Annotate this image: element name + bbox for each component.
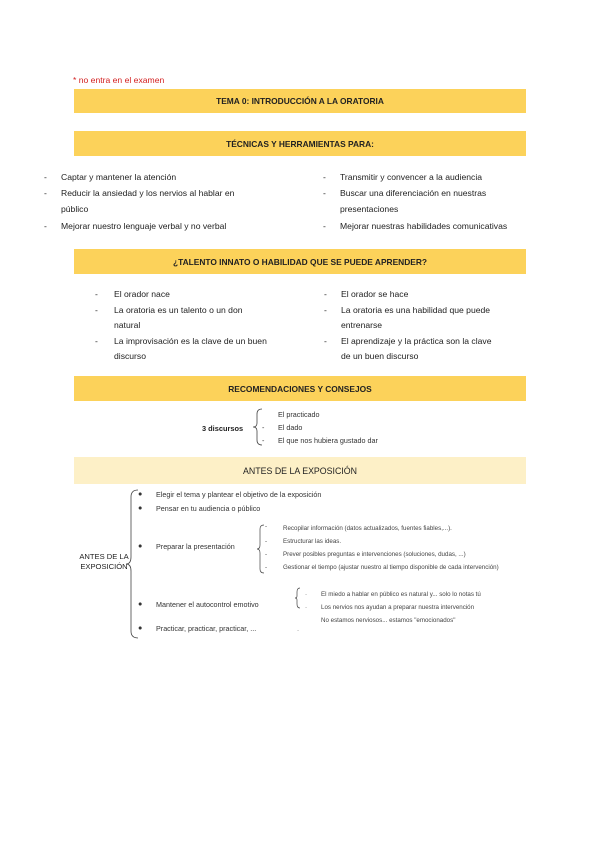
bullet-dot: · (297, 627, 300, 634)
list-item: Estructurar las ideas. (283, 538, 342, 545)
list-item: Prever posibles preguntas e intervenciones (soluciones, dudas, ...) (283, 551, 466, 558)
list-item: Mejorar nuestro lenguaje verbal y no verbal (61, 221, 227, 231)
list-dash: - (44, 188, 47, 198)
list-item: Los nervios nos ayudan a preparar nuestra intervención (321, 604, 475, 611)
list-dash: - (265, 564, 268, 571)
list-item: Recopilar información (datos actualizados, fuentes fiables,...). (283, 525, 452, 532)
list-dash: - (323, 172, 326, 182)
list-item: El que nos hubiera gustado dar (278, 436, 378, 445)
list-dash: - (262, 423, 265, 432)
discursos-label: 3 discursos (202, 424, 244, 433)
list-item: El practicado (278, 410, 320, 419)
page-title: TEMA 0: INTRODUCCIÓN A LA ORATORIA (74, 89, 526, 113)
list-item: El orador se hace (341, 289, 409, 299)
preparar-list (265, 523, 525, 579)
list-item: La oratoria es una habilidad que puede (341, 305, 491, 315)
list-dash: - (95, 305, 98, 315)
bullet-dot: ● (138, 489, 143, 498)
list-item: Mejorar nuestras habilidades comunicativas (340, 221, 508, 231)
list-item: Buscar una diferenciación en nuestras (340, 188, 487, 198)
exam-note: * no entra en el examen (73, 75, 165, 85)
list-item-continuation: de un buen discurso (341, 351, 419, 361)
list-item: El miedo a hablar en público es natural y... solo lo notas tú (321, 591, 481, 598)
list-dash: - (265, 523, 268, 530)
bullet-dot: ● (138, 503, 143, 512)
list-dash: - (324, 289, 327, 299)
section-heading-recomendaciones: RECOMENDACIONES Y CONSEJOS (74, 376, 526, 401)
list-item-continuation: público (61, 204, 89, 214)
talento-left-list (95, 287, 305, 367)
section-heading-talento: ¿TALENTO INNATO O HABILIDAD QUE SE PUEDE APRENDER? (74, 249, 526, 274)
list-item: Transmitir y convencer a la audiencia (340, 172, 483, 182)
list-dash: - (324, 305, 327, 315)
list-dash: - (323, 188, 326, 198)
tecnicas-left-list (44, 170, 284, 240)
list-item: Practicar, practicar, practicar, ... (156, 624, 257, 633)
section-heading-antes: ANTES DE LA EXPOSICIÓN (74, 457, 526, 484)
list-dash: - (262, 436, 265, 445)
list-dash: - (265, 551, 268, 558)
tecnicas-right-list (323, 170, 563, 240)
list-item: El aprendizaje y la práctica son la clave (341, 336, 492, 346)
list-item: La oratoria es un talento o un don (114, 305, 243, 315)
list-item-continuation: entrenarse (341, 320, 383, 330)
list-dash: - (324, 336, 327, 346)
list-item: El orador nace (114, 289, 170, 299)
list-item-continuation: discurso (114, 351, 146, 361)
bullet-dot: · (305, 604, 308, 611)
list-item: Mantener el autocontrol emotivo (156, 600, 259, 609)
bullet-dot: ● (138, 541, 143, 550)
section-heading-tecnicas: TÉCNICAS Y HERRAMIENTAS PARA: (74, 131, 526, 156)
autocontrol-brace (294, 587, 302, 609)
discursos-list (262, 409, 462, 449)
antes-label-line2: EXPOSICIÓN (80, 562, 128, 571)
list-item-continuation: presentaciones (340, 204, 399, 214)
bullet-dot: · (305, 591, 308, 598)
list-dash: - (95, 336, 98, 346)
list-dash: - (44, 172, 47, 182)
list-item: Reducir la ansiedad y los nervios al hablar en (61, 188, 235, 198)
antes-label-line1: ANTES DE LA (79, 552, 129, 561)
bullet-dot: ● (138, 623, 143, 632)
list-item: No estamos nerviosos... estamos "emocionados" (321, 617, 456, 624)
list-dash: - (323, 221, 326, 231)
bullet-dot: ● (138, 599, 143, 608)
list-item: Preparar la presentación (156, 542, 235, 551)
list-item: Elegir el tema y plantear el objetivo de la exposición (156, 490, 322, 499)
list-item: Pensar en tu audiencia o público (156, 504, 261, 513)
talento-right-list (324, 287, 534, 367)
list-item: Captar y mantener la atención (61, 172, 177, 182)
list-item-continuation: natural (114, 320, 141, 330)
list-item: El dado (278, 423, 303, 432)
list-item: Gestionar el tiempo (ajustar nuestro al tiempo disponible de cada intervención) (283, 564, 499, 571)
list-dash: - (44, 221, 47, 231)
list-dash: - (265, 538, 268, 545)
autocontrol-list (297, 589, 535, 635)
list-item: La improvisación es la clave de un buen (114, 336, 267, 346)
list-dash: - (95, 289, 98, 299)
